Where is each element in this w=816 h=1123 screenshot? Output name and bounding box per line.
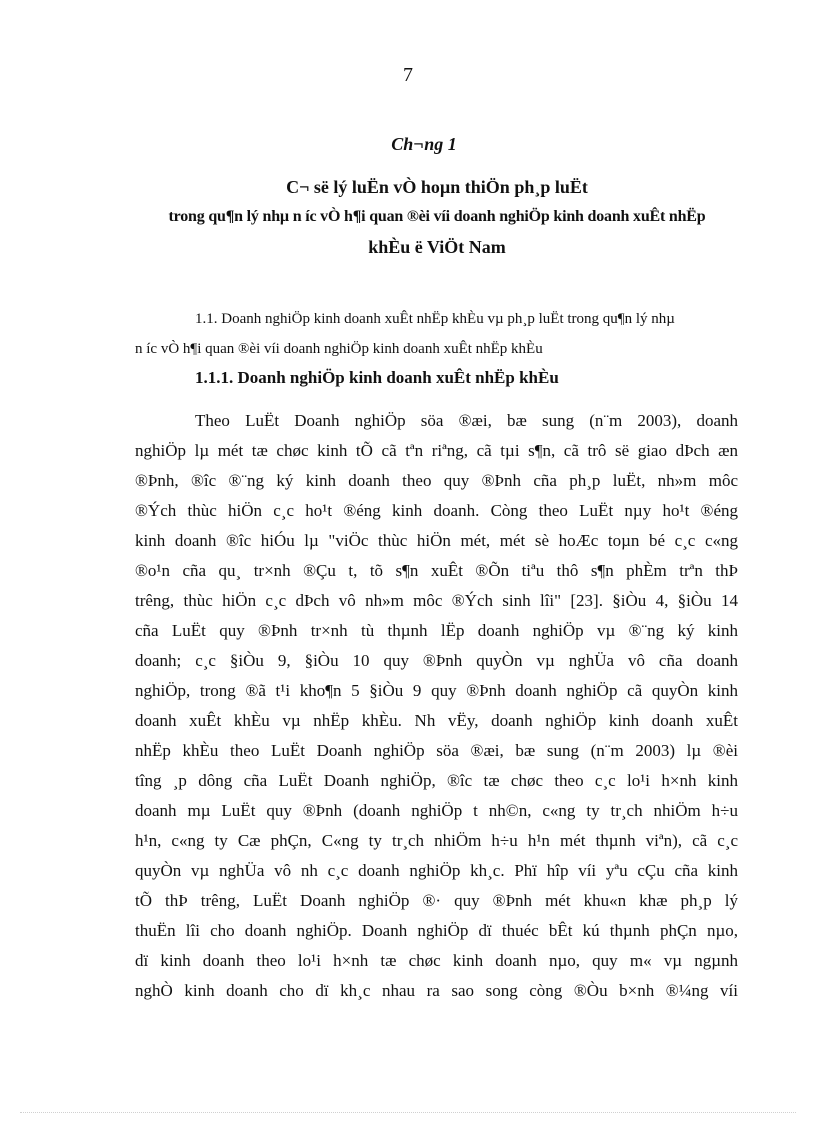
page-border [20, 1112, 796, 1113]
body-line: nhËp khÈu theo LuËt Doanh nghiÖp söa ®æi, bæ sung (n¨m 2003) lµ ®èi [135, 741, 738, 760]
body-line: doanh; c¸c §iÒu 9, §iÒu 10 quy ®Þnh quyÒn vµ nghÜa vô cña doanh [135, 651, 738, 670]
body-line: doanh mµ LuËt quy ®Þnh (doanh nghiÖp t nh©n, c«ng ty tr¸ch nhiÖm h÷u [135, 801, 738, 820]
body-line: cña LuËt quy ®Þnh tr×nh tù thµnh lËp doanh nghiÖp vµ ®¨ng ký kinh [135, 621, 738, 640]
body-line: ®Þnh, ®îc ®¨ng ký kinh doanh theo quy ®Þnh cña ph¸p luËt, nh»m môc [135, 471, 738, 490]
section-heading-line: n íc vÒ h¶i quan ®èi víi doanh nghiÖp kinh doanh xuÊt nhËp khÈu [135, 341, 543, 357]
chapter-heading: Ch¬ng 1 [391, 134, 457, 154]
chapter-title [0, 172, 816, 262]
body-line: nghiÖp lµ mét tæ chøc kinh tÕ cã tªn riªng, cã tµi s¶n, cã trô së giao dÞch æn [135, 441, 738, 460]
subsection-heading: 1.1.1. Doanh nghiÖp kinh doanh xuÊt nhËp khÈu [195, 368, 559, 387]
body-line: quyÒn vµ nghÜa vô nh c¸c doanh nghiÖp kh¸c. Phï hîp víi yªu cÇu cña kinh [135, 861, 738, 880]
section-heading-line: 1.1. Doanh nghiÖp kinh doanh xuÊt nhËp khÈu vµ ph¸p luËt trong qu¶n lý nhµ [195, 311, 675, 327]
body-paragraph [0, 406, 816, 1006]
body-line: nghiÖp, trong ®ã t¹i kho¶n 5 §iÒu 9 quy ®Þnh doanh nghiÖp cã quyÒn kinh [135, 681, 738, 700]
body-line: nghÒ kinh doanh cho dï kh¸c nhau ra sao song còng ®Òu b×nh ®¼ng víi [135, 981, 738, 1000]
body-line: ®o¹n cña qu¸ tr×nh ®Çu t, tõ s¶n xuÊt ®Õn tiªu thô s¶n phÈm trªn thÞ [135, 561, 738, 580]
body-line: tÕ thÞ trêng, LuËt Doanh nghiÖp ®· quy ®Þnh mét khu«n khæ ph¸p lý [135, 891, 738, 910]
body-line: Theo LuËt Doanh nghiÖp söa ®æi, bæ sung (n¨m 2003), doanh [195, 411, 738, 430]
section-heading [0, 304, 816, 364]
body-line: trêng, thùc hiÖn c¸c dÞch vô nh»m môc ®Ých sinh lîi" [23]. §iÒu 4, §iÒu 14 [135, 591, 738, 610]
chapter-title-line: C¬ së lý luËn vÒ hoµn thiÖn ph¸p luËt [286, 177, 588, 197]
body-line: doanh xuÊt khÈu vµ nhËp khÈu. Nh vËy, doanh nghiÖp kinh doanh xuÊt [135, 711, 738, 730]
body-line: ®Ých thùc hiÖn c¸c ho¹t ®éng kinh doanh. Còng theo LuËt nµy ho¹t ®éng [135, 501, 738, 520]
page-number: 7 [403, 64, 413, 86]
body-line: h¹n, c«ng ty Cæ phÇn, C«ng ty tr¸ch nhiÖm h÷u h¹n mét thµnh viªn), cã c¸c [135, 831, 738, 850]
body-line: dï kinh doanh theo lo¹i h×nh tæ chøc kinh doanh nµo, quy m« vµ ngµnh [135, 951, 738, 970]
body-line: tîng ¸p dông cña LuËt Doanh nghiÖp, ®îc tæ chøc theo c¸c lo¹i h×nh kinh [135, 771, 738, 790]
chapter-title-line: trong qu¶n lý nhµ n íc vÒ h¶i quan ®èi víi doanh nghiÖp kinh doanh xuÊt nhËp [168, 208, 706, 225]
body-line: thuËn lîi cho doanh nghiÖp. Doanh nghiÖp dï thuéc bÊt kú thµnh phÇn nµo, [135, 921, 738, 940]
chapter-title-line: khÈu ë ViÖt Nam [368, 237, 506, 257]
body-line: kinh doanh ®îc hiÓu lµ "viÖc thùc hiÖn mét, mét sè hoÆc toµn bé c¸c c«ng [135, 531, 738, 550]
